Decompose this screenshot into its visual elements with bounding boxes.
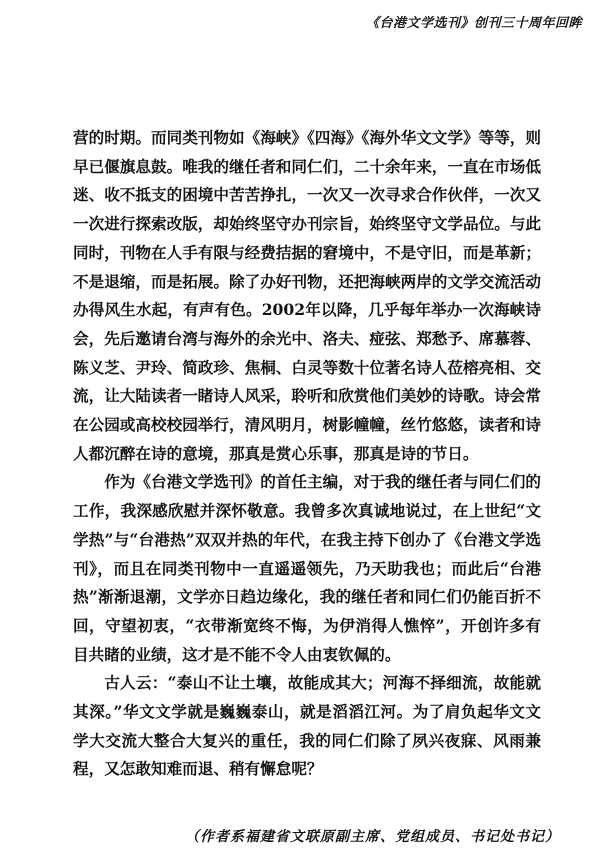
article-paragraph-1: 营的时期。而同类刊物如《海峡》《四海》《海外华文文学》等等，则早已偃旗息鼓。唯我的继任者和同仁们，二十余年来，一直在市场低迷、收不抵支的困境中苦苦挣扎，一次又一次寻求合作伙伴，一次又一次进行探索改版，却始终坚守办刊宗旨，始终坚守文学品位。与此同时，刊物在人手有限与经费拮据的窘境中，不是守旧，而是革新；不是退缩，而是拓展。除了办好刊物，还把海峡两岸的文学交流活动办得风生水起，有声有色。2002年以降，几乎每年举办一次海峡诗会，先后邀请台湾与海外的余光中、洛夫、痖弦、郑愁予、席慕蓉、陈义芝、尹玲、简政珍、焦桐、白灵等数十位著名诗人莅榕亮相、交流，让大陆读者一睹诗人风采，聆听和欣赏他们美妙的诗歌。诗会常在公园或高校校园举行，清风明月，树影幢幢，丝竹悠悠，读者和诗人都沉醉在诗的意境，那真是赏心乐事，那真是诗的节日。 — [73, 128, 541, 463]
article-paragraph-3: 古人云：“泰山不让土壤，故能成其大；河海不择细流，故能就其深。”华文文学就是巍巍泰山，就是滔滔江河。为了肩负起华文文学大交流大整合大复兴的重任，我的同仁们除了夙兴夜寐、风雨兼程，又怎敢知难而退、稍有懈怠呢？ — [73, 673, 541, 779]
article-body — [73, 124, 541, 784]
author-byline: （作者系福建省文联原副主席、党组成员、书记处书记） — [185, 829, 560, 845]
article-paragraph-2: 作为《台港文学选刊》的首任主编，对于我的继任者与同仁们的工作，我深感欣慰并深怀敬意。我曾多次真诚地说过，在上世纪“文学热”与“台港热”双双并热的年代，在我主持下创办了《台港文学选刊》，而且在同类刊物中一直遥遥领先，乃天助我也；而此后“台港热”渐渐退潮，文学亦日趋边缘化，我的继任者和同仁们仍能百折不回，守望初衷，“衣带渐宽终不悔，为伊消得人憔悴”，开创许多有目共睹的业绩，这才是不能不令人由衷钦佩的。 — [73, 472, 541, 664]
running-header: 《台港文学选刊》创刊三十周年回眸 — [365, 16, 582, 31]
